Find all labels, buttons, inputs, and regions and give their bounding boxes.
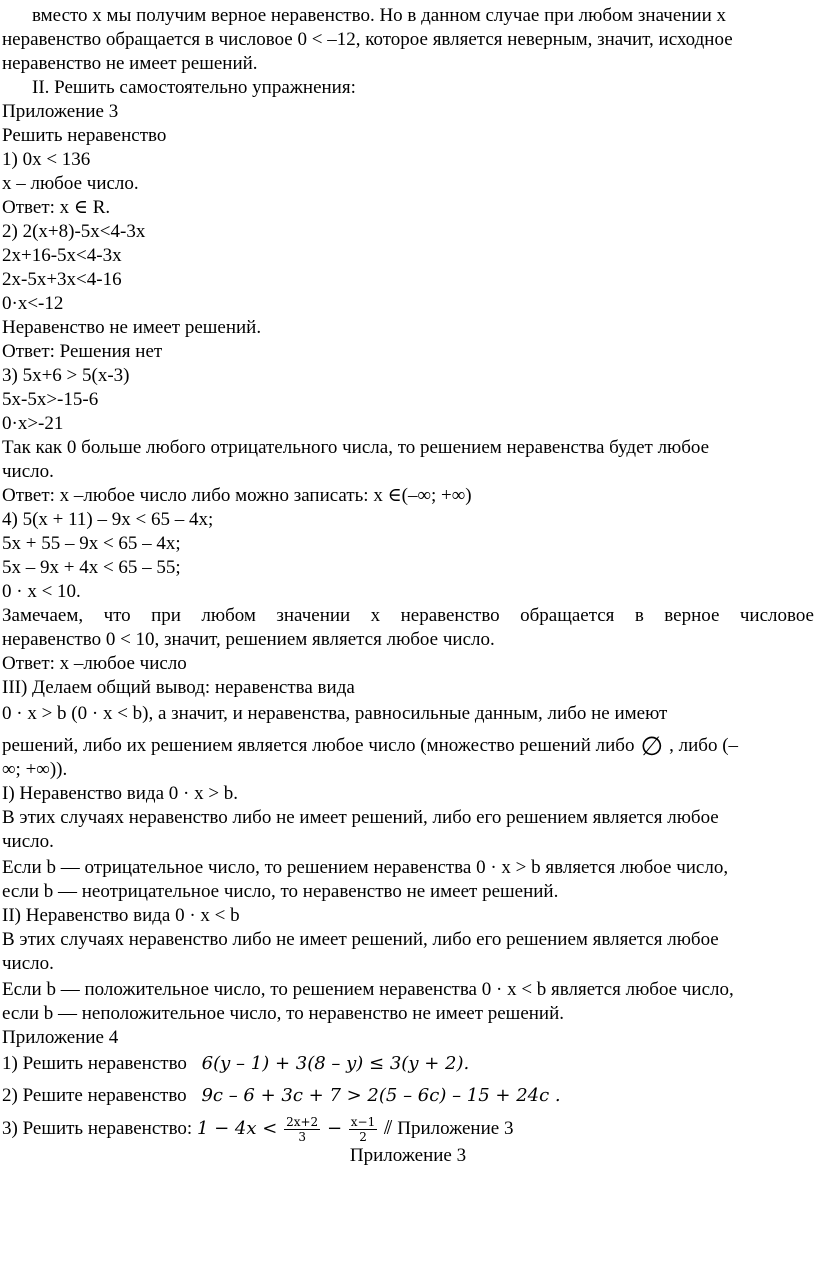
empty-set-symbol: ∅ xyxy=(640,732,664,761)
text-line: неравенство не имеет решений. xyxy=(2,53,258,74)
text-line: неравенство 0 < 10, значит, решением является любое число. xyxy=(2,629,495,650)
text-line: неравенство обращается в числовое 0 < –12, которое является неверным, значит, исходное xyxy=(2,29,733,50)
text-line: Замечаем, что при любом значении x неравенство обращается в верное числовое xyxy=(2,605,814,626)
text-line: Решить неравенство xyxy=(2,125,167,146)
fraction xyxy=(284,1115,320,1144)
exercise-formula: 1 − 4x < xyxy=(196,1118,278,1139)
text-span: решений, либо их решением является любое число (множество решений либо xyxy=(2,735,635,756)
answer-line: Ответ: x –любое число xyxy=(2,653,187,674)
equation-line: 5x + 55 – 9x < 65 – 4x; xyxy=(2,533,181,554)
exercise-label: 3) Решить неравенство: xyxy=(2,1118,193,1139)
text-span: , либо (– xyxy=(669,735,739,756)
equation-line: 2x+16-5x<4-3x xyxy=(2,245,122,266)
fraction-denominator: 2 xyxy=(359,1130,367,1145)
exercise-label: 1) Решить неравенство xyxy=(2,1053,187,1074)
answer-line: Ответ: x ∈ R. xyxy=(2,197,111,218)
subsection-heading: I) Неравенство вида 0 · x > b. xyxy=(2,783,239,804)
text-line: число. xyxy=(2,461,54,482)
text-line: Если b — положительное число, то решением неравенства 0 · x < b является любое число, xyxy=(2,979,734,1000)
answer-line: Ответ: x –любое число либо можно записать: x ∈(–∞; +∞) xyxy=(2,485,472,506)
equation-line: 1) 0x < 136 xyxy=(2,149,91,170)
subsection-heading: II) Неравенство вида 0 · x < b xyxy=(2,905,240,926)
section-heading: II. Решить самостоятельно упражнения: xyxy=(32,77,356,98)
equation-line: 2) 2(x+8)-5x<4-3x xyxy=(2,221,146,242)
fraction-numerator: x−1 xyxy=(350,1115,376,1130)
text-line: В этих случаях неравенство либо не имеет решений, либо его решением является любое xyxy=(2,807,719,828)
exercise-formula: 9c – 6 + 3c + 7 > 2(5 – 6c) – 15 + 24c . xyxy=(201,1085,561,1106)
text-line: Если b — отрицательное число, то решением неравенства 0 · x > b является любое число, xyxy=(2,857,729,878)
appendix-label: Приложение 3 xyxy=(2,101,119,122)
fraction-numerator: 2x+2 xyxy=(286,1115,319,1130)
text-line: ∞; +∞)). xyxy=(2,759,68,780)
fraction-denominator: 3 xyxy=(298,1130,306,1145)
text-line: В этих случаях неравенство либо не имеет решений, либо его решением является любое xyxy=(2,929,719,950)
exercise-line xyxy=(2,1084,561,1108)
text-line xyxy=(2,732,814,761)
text-line: число. xyxy=(2,831,54,852)
text-line: Неравенство не имеет решений. xyxy=(2,317,262,338)
exercise-line xyxy=(2,1112,513,1146)
text-line: 0 · x > b (0 · x < b), а значит, и неравенства, равносильные данным, либо не имеют xyxy=(2,703,668,724)
exercise-line xyxy=(2,1052,469,1076)
text-line: число. xyxy=(2,953,54,974)
answer-line: Ответ: Решения нет xyxy=(2,341,163,362)
appendix-label: Приложение 3 xyxy=(349,1145,467,1166)
text-line: Так как 0 больше любого отрицательного числа, то решением неравенства будет любое xyxy=(2,437,710,458)
equation-line: 3) 5x+6 > 5(x-3) xyxy=(2,365,130,386)
text-line: x – любое число. xyxy=(2,173,139,194)
text-line: если b — неотрицательное число, то неравенство не имеет решений. xyxy=(2,881,559,902)
appendix-label: Приложение 4 xyxy=(2,1027,119,1048)
equation-line: 5x – 9x + 4x < 65 – 55; xyxy=(2,557,181,578)
exercise-label: 2) Решите неравенство xyxy=(2,1085,187,1106)
fraction xyxy=(349,1115,377,1144)
equation-line: 0·x>-21 xyxy=(2,413,64,434)
text-line: если b — неположительное число, то неравенство не имеет решений. xyxy=(2,1003,565,1024)
text-line: вместо x мы получим верное неравенство. Но в данном случае при любом значении x xyxy=(32,5,727,26)
section-heading: III) Делаем общий вывод: неравенства вида xyxy=(2,677,355,698)
equation-line: 5x-5x>-15-6 xyxy=(2,389,99,410)
text-span: ⫽ Приложение 3 xyxy=(384,1118,514,1139)
equation-line: 4) 5(x + 11) – 9x < 65 – 4x; xyxy=(2,509,214,530)
equation-line: 2x-5x+3x<4-16 xyxy=(2,269,122,290)
minus-sign: − xyxy=(326,1118,343,1139)
equation-line: 0 · x < 10. xyxy=(2,581,81,602)
equation-line: 0·x<-12 xyxy=(2,293,64,314)
exercise-formula: 6(y – 1) + 3(8 – y) ≤ 3(y + 2). xyxy=(201,1053,470,1074)
